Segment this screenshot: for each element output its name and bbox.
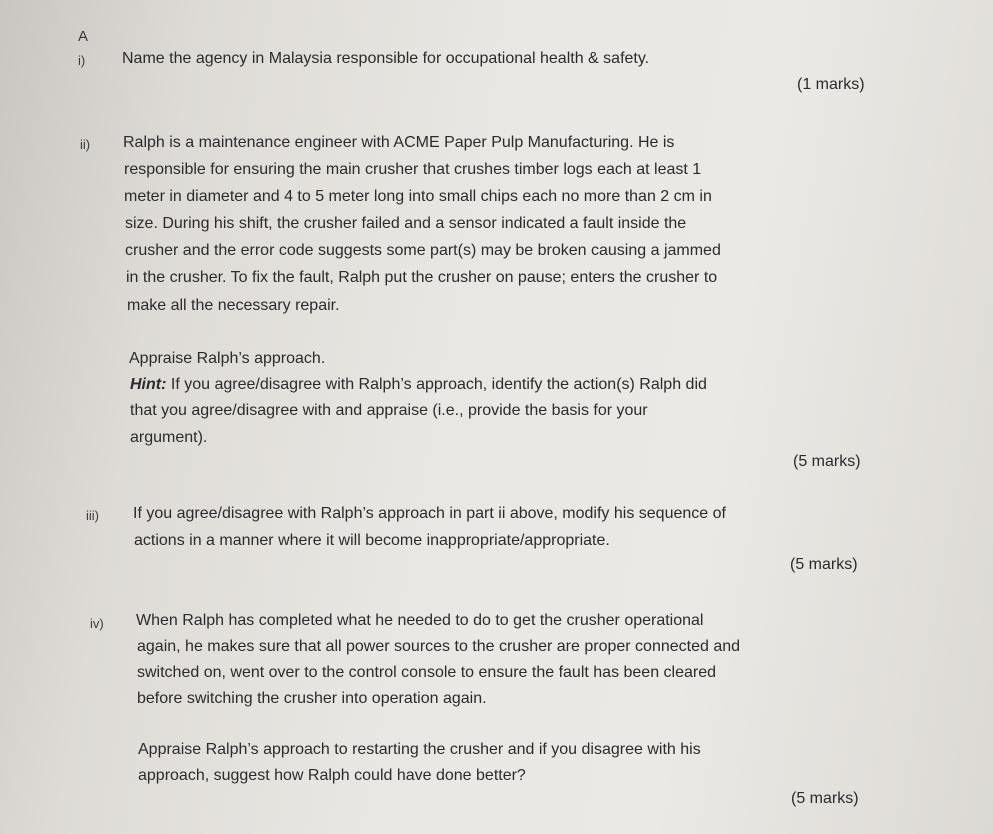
question-2-line: crusher and the error code suggests some part(s) may be broken causing a jammed: [125, 242, 721, 259]
question-4-line: When Ralph has completed what he needed to do to get the crusher operational: [136, 612, 704, 629]
question-4-marks: (5 marks): [791, 790, 859, 807]
section-letter: A: [78, 28, 89, 45]
question-2-line: responsible for ensuring the main crusher that crushes timber logs each at least 1: [124, 161, 702, 178]
question-number-2: ii): [80, 137, 91, 152]
question-2-line: meter in diameter and 4 to 5 meter long into small chips each no more than 2 cm in: [124, 188, 712, 205]
question-3-line: If you agree/disagree with Ralph’s approach in part ii above, modify his sequence of: [133, 505, 726, 522]
question-2-hint-line-1: [130, 372, 707, 398]
hint-text: If you agree/disagree with Ralph’s approach, identify the action(s) Ralph did: [166, 376, 707, 393]
question-3-marks: (5 marks): [790, 556, 858, 573]
question-2-line: size. During his shift, the crusher failed and a sensor indicated a fault inside the: [125, 215, 687, 232]
question-2-line: Ralph is a maintenance engineer with ACME Paper Pulp Manufacturing. He is: [123, 134, 675, 151]
question-1-marks: (1 marks): [797, 76, 865, 93]
question-2-hint-line: argument).: [130, 429, 208, 446]
question-number-4: iv): [90, 616, 104, 631]
question-4-line: before switching the crusher into operation again.: [137, 690, 487, 707]
question-4-line: again, he makes sure that all power sources to the crusher are proper connected and: [137, 638, 741, 655]
question-1-line: Name the agency in Malaysia responsible for occupational health & safety.: [122, 50, 650, 67]
question-2-marks: (5 marks): [793, 453, 861, 470]
question-3-line: actions in a manner where it will become inappropriate/appropriate.: [134, 532, 610, 549]
question-number-3: iii): [86, 508, 99, 523]
question-2-line: make all the necessary repair.: [127, 297, 340, 314]
question-4-task-line: approach, suggest how Ralph could have done better?: [138, 767, 526, 784]
question-2-task: Appraise Ralph’s approach.: [129, 350, 326, 367]
question-2-line: in the crusher. To fix the fault, Ralph put the crusher on pause; enters the crusher to: [126, 269, 718, 286]
question-4-task-line: Appraise Ralph’s approach to restarting the crusher and if you disagree with his: [138, 741, 701, 758]
question-4-line: switched on, went over to the control console to ensure the fault has been cleared: [137, 664, 717, 681]
question-number-1: i): [78, 53, 86, 68]
question-2-hint-line: that you agree/disagree with and appraise (i.e., provide the basis for your: [130, 402, 648, 419]
hint-label: Hint:: [130, 376, 167, 393]
